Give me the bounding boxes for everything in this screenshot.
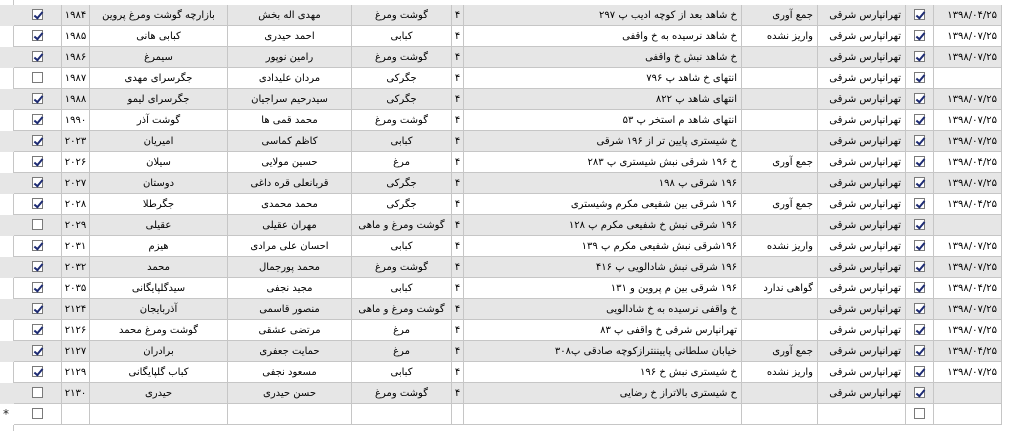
col-flag-1-checkbox-cell[interactable] bbox=[906, 257, 934, 278]
cell-code[interactable]: ۲۰۳۱ bbox=[62, 236, 90, 257]
cell-address[interactable]: خ ۱۹۶ شرقی نبش شیستری پ ۲۸۳ bbox=[464, 152, 742, 173]
cell-owner[interactable]: حسن حیدری bbox=[228, 383, 352, 404]
cell-address[interactable]: خ شاهد بعد از کوچه ادیب پ ۲۹۷ bbox=[464, 5, 742, 26]
table-row[interactable] bbox=[0, 89, 1002, 110]
table-row[interactable] bbox=[0, 68, 1002, 89]
cell-area[interactable]: تهرانپارس شرقی bbox=[818, 215, 906, 236]
table-row[interactable] bbox=[0, 278, 1002, 299]
cell-shop-name[interactable]: دوستان bbox=[90, 173, 228, 194]
checkbox[interactable] bbox=[32, 366, 43, 377]
cell-date[interactable]: ۱۳۹۸/۰۷/۲۵ bbox=[934, 131, 1002, 152]
table-row[interactable] bbox=[0, 26, 1002, 47]
cell-status[interactable] bbox=[742, 110, 818, 131]
cell-status[interactable]: واریز نشده bbox=[742, 26, 818, 47]
cell-code[interactable]: ۲۰۳۲ bbox=[62, 257, 90, 278]
col-flag-1-checkbox-cell[interactable] bbox=[906, 110, 934, 131]
cell-zone-number[interactable]: ۴ bbox=[452, 194, 464, 215]
checkbox[interactable] bbox=[32, 30, 43, 41]
cell-area[interactable]: تهرانپارس شرقی bbox=[818, 320, 906, 341]
cell-owner[interactable]: محمد پورجمال bbox=[228, 257, 352, 278]
cell-owner[interactable]: احسان علی مرادی bbox=[228, 236, 352, 257]
cell-zone-number[interactable]: ۴ bbox=[452, 26, 464, 47]
table-row[interactable] bbox=[0, 236, 1002, 257]
table-row[interactable] bbox=[0, 341, 1002, 362]
cell-date[interactable]: ۱۳۹۸/۰۷/۲۵ bbox=[934, 47, 1002, 68]
cell-code[interactable] bbox=[62, 404, 90, 425]
col-flag-1-checkbox-cell[interactable] bbox=[906, 215, 934, 236]
cell-status[interactable]: واریز نشده bbox=[742, 236, 818, 257]
cell-status[interactable] bbox=[742, 68, 818, 89]
checkbox[interactable] bbox=[32, 282, 43, 293]
checkbox[interactable] bbox=[914, 387, 925, 398]
cell-area[interactable]: تهرانپارس شرقی bbox=[818, 341, 906, 362]
cell-date[interactable]: ۱۳۹۸/۰۴/۲۵ bbox=[934, 341, 1002, 362]
cell-address[interactable]: خ شاهد نرسیده به خ واقفی bbox=[464, 26, 742, 47]
col-flag-1-checkbox-cell[interactable] bbox=[906, 47, 934, 68]
cell-shop-name[interactable]: عقیلی bbox=[90, 215, 228, 236]
cell-owner[interactable]: منصور قاسمی bbox=[228, 299, 352, 320]
cell-shop-name[interactable]: آذربایجان bbox=[90, 299, 228, 320]
cell-status[interactable] bbox=[742, 173, 818, 194]
cell-address[interactable]: خ شاهد نبش خ واقفی bbox=[464, 47, 742, 68]
cell-status[interactable]: واریز نشده bbox=[742, 362, 818, 383]
cell-owner[interactable]: محمد قمی ها bbox=[228, 110, 352, 131]
cell-date[interactable]: ۱۳۹۸/۰۷/۲۵ bbox=[934, 257, 1002, 278]
checkbox[interactable] bbox=[32, 240, 43, 251]
col-flag-1-checkbox-cell[interactable] bbox=[906, 341, 934, 362]
cell-zone-number[interactable]: ۴ bbox=[452, 173, 464, 194]
cell-zone-number[interactable]: ۴ bbox=[452, 89, 464, 110]
cell-area[interactable]: تهرانپارس شرقی bbox=[818, 383, 906, 404]
cell-code[interactable]: ۲۰۲۸ bbox=[62, 194, 90, 215]
col-flag-1-checkbox-cell[interactable] bbox=[906, 89, 934, 110]
cell-business-type[interactable]: گوشت ومرغ و ماهی bbox=[352, 299, 452, 320]
cell-shop-name[interactable]: سیمرغ bbox=[90, 47, 228, 68]
cell-business-type[interactable]: جگرکی bbox=[352, 89, 452, 110]
col-flag-1-checkbox-cell[interactable] bbox=[906, 362, 934, 383]
cell-area[interactable]: تهرانپارس شرقی bbox=[818, 68, 906, 89]
col-flag-2-checkbox-cell[interactable] bbox=[14, 236, 62, 257]
col-flag-2-checkbox-cell[interactable] bbox=[14, 404, 62, 425]
cell-business-type[interactable]: جگرکی bbox=[352, 173, 452, 194]
col-flag-2-checkbox-cell[interactable] bbox=[14, 47, 62, 68]
cell-zone-number[interactable]: ۴ bbox=[452, 68, 464, 89]
cell-business-type[interactable]: جگرکی bbox=[352, 194, 452, 215]
cell-code[interactable]: ۲۰۲۹ bbox=[62, 215, 90, 236]
cell-date[interactable]: ۱۳۹۸/۰۴/۲۵ bbox=[934, 194, 1002, 215]
cell-date[interactable]: ۱۳۹۸/۰۷/۲۵ bbox=[934, 362, 1002, 383]
cell-status[interactable] bbox=[742, 257, 818, 278]
col-flag-2-checkbox-cell[interactable] bbox=[14, 320, 62, 341]
cell-code[interactable]: ۱۹۹۰ bbox=[62, 110, 90, 131]
cell-address[interactable]: انتهای شاهد م استخر پ ۵۳ bbox=[464, 110, 742, 131]
checkbox[interactable] bbox=[914, 324, 925, 335]
cell-date[interactable] bbox=[934, 215, 1002, 236]
cell-address[interactable]: ۱۹۶ شرقی نبش خ شفیعی مکرم پ ۱۲۸ bbox=[464, 215, 742, 236]
cell-date[interactable]: ۱۳۹۸/۰۴/۲۵ bbox=[934, 152, 1002, 173]
checkbox[interactable] bbox=[914, 408, 925, 419]
cell-address[interactable]: انتهای خ شاهد پ ۷۹۶ bbox=[464, 68, 742, 89]
cell-area[interactable]: تهرانپارس شرقی bbox=[818, 110, 906, 131]
checkbox[interactable] bbox=[32, 177, 43, 188]
new-record-row[interactable] bbox=[0, 404, 1002, 425]
checkbox[interactable] bbox=[914, 282, 925, 293]
cell-owner[interactable]: مهدی اله بخش bbox=[228, 5, 352, 26]
cell-zone-number[interactable]: ۴ bbox=[452, 152, 464, 173]
cell-status[interactable] bbox=[742, 320, 818, 341]
cell-shop-name[interactable]: حیدری bbox=[90, 383, 228, 404]
col-flag-1-checkbox-cell[interactable] bbox=[906, 152, 934, 173]
cell-address[interactable]: ۱۹۶ شرقی بین شفیعی مکرم وشیستری bbox=[464, 194, 742, 215]
table-row[interactable] bbox=[0, 320, 1002, 341]
cell-code[interactable]: ۲۰۲۳ bbox=[62, 131, 90, 152]
cell-code[interactable]: ۱۹۸۶ bbox=[62, 47, 90, 68]
col-flag-2-checkbox-cell[interactable] bbox=[14, 152, 62, 173]
cell-status[interactable]: گواهی ندارد bbox=[742, 278, 818, 299]
cell-area[interactable]: تهرانپارس شرقی bbox=[818, 5, 906, 26]
cell-address[interactable]: ۱۹۶ شرقی پ ۱۹۸ bbox=[464, 173, 742, 194]
checkbox[interactable] bbox=[32, 93, 43, 104]
checkbox[interactable] bbox=[914, 240, 925, 251]
col-flag-2-checkbox-cell[interactable] bbox=[14, 194, 62, 215]
cell-zone-number[interactable]: ۴ bbox=[452, 236, 464, 257]
table-row[interactable] bbox=[0, 173, 1002, 194]
cell-owner[interactable]: محمد محمدی bbox=[228, 194, 352, 215]
cell-area[interactable]: تهرانپارس شرقی bbox=[818, 26, 906, 47]
cell-business-type[interactable]: کبابی bbox=[352, 131, 452, 152]
cell-address[interactable]: ۱۹۶ شرقی نبش شادالویی پ ۴۱۶ bbox=[464, 257, 742, 278]
cell-zone-number[interactable]: ۴ bbox=[452, 299, 464, 320]
checkbox[interactable] bbox=[32, 114, 43, 125]
col-flag-2-checkbox-cell[interactable] bbox=[14, 257, 62, 278]
cell-area[interactable]: تهرانپارس شرقی bbox=[818, 278, 906, 299]
checkbox[interactable] bbox=[914, 93, 925, 104]
col-flag-2-checkbox-cell[interactable] bbox=[14, 26, 62, 47]
cell-owner[interactable]: قربانعلی قره داغی bbox=[228, 173, 352, 194]
checkbox[interactable] bbox=[914, 345, 925, 356]
col-flag-2-checkbox-cell[interactable] bbox=[14, 173, 62, 194]
cell-area[interactable]: تهرانپارس شرقی bbox=[818, 362, 906, 383]
cell-business-type[interactable]: مرغ bbox=[352, 152, 452, 173]
checkbox[interactable] bbox=[32, 72, 43, 83]
checkbox[interactable] bbox=[914, 135, 925, 146]
checkbox[interactable] bbox=[32, 156, 43, 167]
cell-zone-number[interactable]: ۴ bbox=[452, 47, 464, 68]
cell-area[interactable]: تهرانپارس شرقی bbox=[818, 194, 906, 215]
cell-address[interactable]: ۱۹۶شرقی نبش شفیعی مکرم پ ۱۳۹ bbox=[464, 236, 742, 257]
col-flag-1-checkbox-cell[interactable] bbox=[906, 131, 934, 152]
cell-zone-number[interactable]: ۴ bbox=[452, 257, 464, 278]
col-flag-2-checkbox-cell[interactable] bbox=[14, 362, 62, 383]
checkbox[interactable] bbox=[32, 303, 43, 314]
cell-date[interactable]: ۱۳۹۸/۰۴/۲۵ bbox=[934, 278, 1002, 299]
col-flag-1-checkbox-cell[interactable] bbox=[906, 194, 934, 215]
table-row[interactable] bbox=[0, 194, 1002, 215]
cell-address[interactable]: ۱۹۶ شرقی بین م پروین و ۱۳۱ bbox=[464, 278, 742, 299]
cell-code[interactable]: ۱۹۸۴ bbox=[62, 5, 90, 26]
cell-date[interactable]: ۱۳۹۸/۰۷/۲۵ bbox=[934, 173, 1002, 194]
checkbox[interactable] bbox=[914, 261, 925, 272]
cell-address[interactable]: ح شیستری بالاتراز خ رضایی bbox=[464, 383, 742, 404]
cell-code[interactable]: ۲۱۲۹ bbox=[62, 362, 90, 383]
cell-shop-name[interactable]: کبابی هانی bbox=[90, 26, 228, 47]
cell-owner[interactable]: مسعود نجفی bbox=[228, 362, 352, 383]
cell-address[interactable] bbox=[464, 404, 742, 425]
table-row[interactable] bbox=[0, 110, 1002, 131]
cell-owner[interactable]: مهران عقیلی bbox=[228, 215, 352, 236]
table-row[interactable] bbox=[0, 215, 1002, 236]
cell-shop-name[interactable] bbox=[90, 404, 228, 425]
cell-address[interactable]: انتهای شاهد پ ۸۲۲ bbox=[464, 89, 742, 110]
cell-business-type[interactable]: گوشت ومرغ bbox=[352, 47, 452, 68]
cell-zone-number[interactable]: ۴ bbox=[452, 278, 464, 299]
cell-owner[interactable]: مجید نجفی bbox=[228, 278, 352, 299]
checkbox[interactable] bbox=[32, 219, 43, 230]
cell-date[interactable] bbox=[934, 383, 1002, 404]
cell-date[interactable]: ۱۳۹۸/۰۷/۲۵ bbox=[934, 299, 1002, 320]
checkbox[interactable] bbox=[914, 114, 925, 125]
checkbox[interactable] bbox=[914, 219, 925, 230]
cell-status[interactable]: جمع آوری bbox=[742, 341, 818, 362]
col-flag-1-checkbox-cell[interactable] bbox=[906, 236, 934, 257]
checkbox[interactable] bbox=[32, 51, 43, 62]
cell-owner[interactable]: رامین نوپور bbox=[228, 47, 352, 68]
col-flag-1-checkbox-cell[interactable] bbox=[906, 26, 934, 47]
col-flag-1-checkbox-cell[interactable] bbox=[906, 278, 934, 299]
checkbox[interactable] bbox=[914, 177, 925, 188]
cell-business-type[interactable]: مرغ bbox=[352, 320, 452, 341]
table-row[interactable] bbox=[0, 5, 1002, 26]
table-row[interactable] bbox=[0, 257, 1002, 278]
cell-code[interactable]: ۲۱۳۰ bbox=[62, 383, 90, 404]
cell-business-type[interactable]: کبابی bbox=[352, 26, 452, 47]
cell-status[interactable] bbox=[742, 89, 818, 110]
cell-area[interactable]: تهرانپارس شرقی bbox=[818, 89, 906, 110]
col-flag-2-checkbox-cell[interactable] bbox=[14, 5, 62, 26]
col-flag-1-checkbox-cell[interactable] bbox=[906, 404, 934, 425]
cell-zone-number[interactable]: ۴ bbox=[452, 131, 464, 152]
cell-date[interactable]: ۱۳۹۸/۰۷/۲۵ bbox=[934, 110, 1002, 131]
cell-code[interactable]: ۲۱۲۴ bbox=[62, 299, 90, 320]
table-row[interactable] bbox=[0, 131, 1002, 152]
col-flag-1-checkbox-cell[interactable] bbox=[906, 320, 934, 341]
cell-code[interactable]: ۲۰۳۵ bbox=[62, 278, 90, 299]
cell-status[interactable]: جمع آوری bbox=[742, 194, 818, 215]
cell-status[interactable] bbox=[742, 299, 818, 320]
col-flag-2-checkbox-cell[interactable] bbox=[14, 341, 62, 362]
cell-owner[interactable]: حمایت جعفری bbox=[228, 341, 352, 362]
cell-date[interactable]: ۱۳۹۸/۰۷/۲۵ bbox=[934, 320, 1002, 341]
cell-status[interactable] bbox=[742, 131, 818, 152]
cell-shop-name[interactable]: هیزم bbox=[90, 236, 228, 257]
cell-status[interactable]: جمع آوری bbox=[742, 152, 818, 173]
col-flag-1-checkbox-cell[interactable] bbox=[906, 68, 934, 89]
table-row[interactable] bbox=[0, 362, 1002, 383]
checkbox[interactable] bbox=[32, 324, 43, 335]
col-flag-1-checkbox-cell[interactable] bbox=[906, 5, 934, 26]
cell-shop-name[interactable]: سیلان bbox=[90, 152, 228, 173]
cell-address[interactable]: خ شیستری پایین تر از ۱۹۶ شرقی bbox=[464, 131, 742, 152]
col-flag-2-checkbox-cell[interactable] bbox=[14, 89, 62, 110]
table-row[interactable] bbox=[0, 152, 1002, 173]
cell-date[interactable]: ۱۳۹۸/۰۷/۲۵ bbox=[934, 236, 1002, 257]
cell-shop-name[interactable]: جگرسرای مهدی bbox=[90, 68, 228, 89]
cell-address[interactable]: خ شیستری نبش خ ۱۹۶ bbox=[464, 362, 742, 383]
cell-address[interactable]: خیابان سلطانی پاییننترازکوچه صادقی پ۳۰۸ bbox=[464, 341, 742, 362]
cell-code[interactable]: ۲۱۲۶ bbox=[62, 320, 90, 341]
cell-area[interactable]: تهرانپارس شرقی bbox=[818, 236, 906, 257]
cell-date[interactable]: ۱۳۹۸/۰۷/۲۵ bbox=[934, 89, 1002, 110]
checkbox[interactable] bbox=[914, 303, 925, 314]
checkbox[interactable] bbox=[914, 72, 925, 83]
cell-business-type[interactable]: گوشت ومرغ bbox=[352, 383, 452, 404]
cell-owner[interactable]: احمد حیدری bbox=[228, 26, 352, 47]
checkbox[interactable] bbox=[914, 9, 925, 20]
cell-business-type[interactable]: مرغ bbox=[352, 341, 452, 362]
checkbox[interactable] bbox=[914, 156, 925, 167]
checkbox[interactable] bbox=[32, 387, 43, 398]
cell-area[interactable]: تهرانپارس شرقی bbox=[818, 152, 906, 173]
cell-shop-name[interactable]: گوشت آذر bbox=[90, 110, 228, 131]
cell-address[interactable]: تهرانپارس شرقی خ واقفی پ ۸۳ bbox=[464, 320, 742, 341]
cell-date[interactable] bbox=[934, 404, 1002, 425]
cell-code[interactable]: ۲۱۲۷ bbox=[62, 341, 90, 362]
cell-status[interactable] bbox=[742, 404, 818, 425]
col-flag-1-checkbox-cell[interactable] bbox=[906, 383, 934, 404]
cell-shop-name[interactable]: جگرسرای لیمو bbox=[90, 89, 228, 110]
checkbox[interactable] bbox=[32, 135, 43, 146]
cell-zone-number[interactable] bbox=[452, 404, 464, 425]
cell-area[interactable]: تهرانپارس شرقی bbox=[818, 131, 906, 152]
table-row[interactable] bbox=[0, 47, 1002, 68]
cell-shop-name[interactable]: گوشت ومرغ محمد bbox=[90, 320, 228, 341]
cell-owner[interactable]: سیدرحیم سراجیان bbox=[228, 89, 352, 110]
cell-business-type[interactable]: گوشت ومرغ bbox=[352, 110, 452, 131]
cell-zone-number[interactable]: ۴ bbox=[452, 320, 464, 341]
cell-business-type[interactable]: گوشت ومرغ و ماهی bbox=[352, 215, 452, 236]
cell-status[interactable] bbox=[742, 215, 818, 236]
cell-code[interactable]: ۲۰۲۶ bbox=[62, 152, 90, 173]
checkbox[interactable] bbox=[32, 261, 43, 272]
cell-area[interactable] bbox=[818, 404, 906, 425]
new-record-marker: * bbox=[3, 407, 9, 421]
cell-zone-number[interactable]: ۴ bbox=[452, 362, 464, 383]
cell-date[interactable]: ۱۳۹۸/۰۴/۲۵ bbox=[934, 5, 1002, 26]
col-flag-2-checkbox-cell[interactable] bbox=[14, 215, 62, 236]
col-flag-2-checkbox-cell[interactable] bbox=[14, 278, 62, 299]
cell-code[interactable]: ۱۹۸۸ bbox=[62, 89, 90, 110]
cell-owner[interactable] bbox=[228, 404, 352, 425]
col-flag-2-checkbox-cell[interactable] bbox=[14, 299, 62, 320]
cell-business-type[interactable] bbox=[352, 404, 452, 425]
cell-shop-name[interactable]: محمد bbox=[90, 257, 228, 278]
checkbox[interactable] bbox=[914, 366, 925, 377]
cell-owner[interactable]: حسین مولایی bbox=[228, 152, 352, 173]
cell-zone-number[interactable]: ۴ bbox=[452, 110, 464, 131]
cell-owner[interactable]: کاظم کماسی bbox=[228, 131, 352, 152]
cell-status[interactable] bbox=[742, 47, 818, 68]
checkbox[interactable] bbox=[914, 30, 925, 41]
cell-area[interactable]: تهرانپارس شرقی bbox=[818, 299, 906, 320]
cell-business-type[interactable]: گوشت ومرغ bbox=[352, 257, 452, 278]
checkbox[interactable] bbox=[32, 198, 43, 209]
cell-owner[interactable]: مردان علیدادی bbox=[228, 68, 352, 89]
cell-shop-name[interactable]: برادران bbox=[90, 341, 228, 362]
cell-date[interactable] bbox=[934, 68, 1002, 89]
cell-date[interactable]: ۱۳۹۸/۰۷/۲۵ bbox=[934, 26, 1002, 47]
table-row[interactable] bbox=[0, 383, 1002, 404]
col-flag-2-checkbox-cell[interactable] bbox=[14, 131, 62, 152]
cell-zone-number[interactable]: ۴ bbox=[452, 5, 464, 26]
cell-business-type[interactable]: کبابی bbox=[352, 362, 452, 383]
cell-area[interactable]: تهرانپارس شرقی bbox=[818, 257, 906, 278]
checkbox[interactable] bbox=[32, 345, 43, 356]
cell-area[interactable]: تهرانپارس شرقی bbox=[818, 47, 906, 68]
checkbox[interactable] bbox=[914, 198, 925, 209]
checkbox[interactable] bbox=[914, 51, 925, 62]
cell-status[interactable] bbox=[742, 383, 818, 404]
cell-shop-name[interactable]: بازارچه گوشت ومرغ پروین bbox=[90, 5, 228, 26]
checkbox[interactable] bbox=[32, 408, 43, 419]
cell-business-type[interactable]: کبابی bbox=[352, 278, 452, 299]
table-row[interactable] bbox=[0, 299, 1002, 320]
cell-zone-number[interactable]: ۴ bbox=[452, 341, 464, 362]
cell-zone-number[interactable]: ۴ bbox=[452, 215, 464, 236]
cell-business-type[interactable]: جگرکی bbox=[352, 68, 452, 89]
cell-shop-name[interactable]: امیریان bbox=[90, 131, 228, 152]
cell-zone-number[interactable]: ۴ bbox=[452, 383, 464, 404]
cell-address[interactable]: خ واقفی نرسیده به خ شادالویی bbox=[464, 299, 742, 320]
cell-code[interactable]: ۱۹۸۵ bbox=[62, 26, 90, 47]
cell-owner[interactable]: مرتضی عشقی bbox=[228, 320, 352, 341]
cell-status[interactable]: جمع آوری bbox=[742, 5, 818, 26]
cell-code[interactable]: ۱۹۸۷ bbox=[62, 68, 90, 89]
col-flag-2-checkbox-cell[interactable] bbox=[14, 383, 62, 404]
cell-code[interactable]: ۲۰۲۷ bbox=[62, 173, 90, 194]
cell-shop-name[interactable]: جگرطلا bbox=[90, 194, 228, 215]
checkbox[interactable] bbox=[32, 9, 43, 20]
cell-shop-name[interactable]: سیدگلپایگانی bbox=[90, 278, 228, 299]
col-flag-1-checkbox-cell[interactable] bbox=[906, 173, 934, 194]
col-flag-2-checkbox-cell[interactable] bbox=[14, 68, 62, 89]
col-flag-1-checkbox-cell[interactable] bbox=[906, 299, 934, 320]
cell-business-type[interactable]: کبابی bbox=[352, 236, 452, 257]
cell-shop-name[interactable]: کباب گلپایگانی bbox=[90, 362, 228, 383]
cell-business-type[interactable]: گوشت ومرغ bbox=[352, 5, 452, 26]
cell-area[interactable]: تهرانپارس شرقی bbox=[818, 173, 906, 194]
col-flag-2-checkbox-cell[interactable] bbox=[14, 110, 62, 131]
